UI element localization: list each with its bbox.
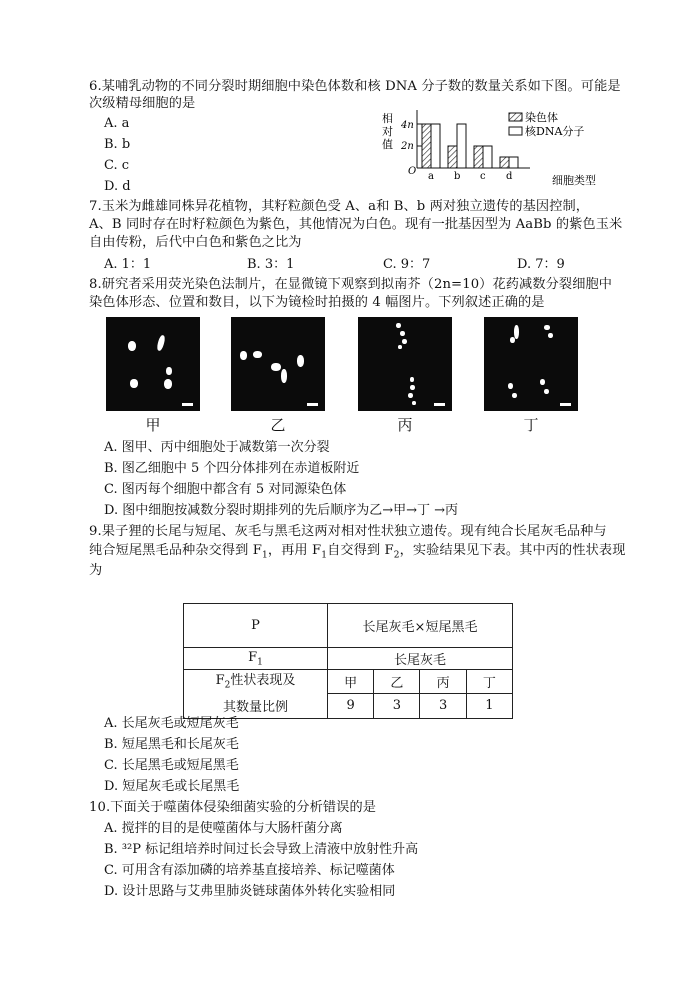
q7-stem-line2: A、B 同时存在时籽粒颜色为紫色，其他情况为白色。现有一批基因型为 AaBb 的紫色玉米 (89, 217, 623, 232)
q9-option-c: C. 长尾黑毛或短尾黑毛 (104, 758, 239, 773)
q8-stem-line1: 8.研究者采用荧光染色法制片，在显微镜下观察到拟南芥（2n=10）花药减数分裂细胞中 (89, 277, 613, 292)
bar-a-dna (431, 124, 440, 168)
q10-option-a: A. 搅拌的目的是使噬菌体与大肠杆菌分离 (104, 821, 343, 836)
row-f1-value: 长尾灰毛 (328, 648, 513, 670)
q6-stem-line2: 次级精母细胞的是 (89, 96, 196, 111)
y-axis-label-1: 相 (382, 112, 393, 125)
phenotype-jia: 甲 (328, 670, 374, 694)
bar-b-chromosome (448, 146, 457, 168)
q10-stem: 10.下面关于噬菌体侵染细菌实验的分析错误的是 (89, 800, 377, 815)
q6-bar-chart (370, 106, 600, 188)
ratio-jia: 9 (328, 694, 374, 718)
q9-stem-line2: 纯合短尾黑毛品种杂交得到 $F_1$，再用 $F_1$自交得到 $F_2$，实验结果见下表。其中丙的性状表现 (89, 543, 626, 561)
bar-c-dna (483, 146, 492, 168)
legend-swatch-chromosome (509, 113, 522, 121)
ratio-yi: 3 (374, 694, 420, 718)
q9-stem-line3: 为 (89, 563, 103, 578)
legend-swatch-dna (509, 127, 522, 135)
q6-bars (422, 124, 518, 182)
bar-c-chromosome (474, 146, 483, 168)
micrograph-label-ding: 丁 (523, 416, 539, 434)
q6-option-d: D. d (104, 179, 131, 194)
q7-stem-line3: 自由传粉，后代中白色和紫色之比为 (89, 235, 302, 250)
bar-b-dna (457, 124, 466, 168)
q6-stem-line1: 6.某哺乳动物的不同分裂时期细胞中染色体数和核 DNA 分子数的数量关系如下图。可能是 (89, 79, 621, 94)
micrograph-yi (231, 317, 325, 411)
q9-option-d: D. 短尾灰毛或长尾黑毛 (104, 779, 240, 794)
q9-cross-table (183, 603, 513, 719)
phenotype-ding: 丁 (466, 670, 512, 694)
x-tick-a: a (428, 171, 434, 182)
q6-option-b: B. b (104, 137, 131, 152)
micrograph-bing (358, 317, 452, 411)
micrograph-label-yi: 乙 (270, 416, 286, 434)
row-p-value: 长尾灰毛×短尾黑毛 (328, 604, 513, 648)
origin-label: O (408, 166, 417, 177)
micrograph-jia (106, 317, 200, 411)
q10-option-d: D. 设计思路与艾弗里肺炎链球菌体外转化实验相同 (104, 884, 396, 899)
micrograph-ding (484, 317, 578, 411)
micrograph-label-jia: 甲 (145, 416, 161, 434)
q7-option-d: D. 7：9 (517, 257, 565, 272)
q8-option-a: A. 图甲、丙中细胞处于减数第一次分裂 (104, 440, 330, 455)
legend-dna: 核DNA分子 (525, 125, 585, 138)
q8-option-d: D. 图中细胞按减数分裂时期排列的先后顺序为乙→甲→丁 →丙 (104, 503, 459, 518)
q10-option-b: B. ³²P 标记组培养时间过长会导致上清液中放射性升高 (104, 842, 419, 857)
ratio-bing: 3 (420, 694, 466, 718)
x-tick-b: b (454, 171, 461, 182)
y-axis-label-2: 对 (382, 125, 393, 138)
q7-option-a: A. 1：1 (104, 257, 152, 272)
q7-option-c: C. 9：7 (383, 257, 431, 272)
x-tick-d: d (506, 171, 513, 182)
q6-option-c: C. c (104, 158, 130, 173)
ratio-ding: 1 (466, 694, 512, 718)
phenotype-bing: 丙 (420, 670, 466, 694)
phenotype-yi: 乙 (374, 670, 420, 694)
q8-stem-line2: 染色体形态、位置和数目，以下为镜检时拍摄的 4 幅图片。下列叙述正确的是 (89, 295, 545, 310)
q9-option-a: A. 长尾灰毛或短尾灰毛 (104, 716, 239, 731)
q10-option-c: C. 可用含有添加磷的培养基直接培养、标记噬菌体 (104, 863, 395, 878)
bar-d-dna (509, 157, 518, 168)
row-p-label: P (184, 604, 328, 648)
q9-option-b: B. 短尾黑毛和长尾灰毛 (104, 737, 239, 752)
q8-option-c: C. 图丙每个细胞中都含有 5 对同源染色体 (104, 482, 347, 497)
micrograph-label-bing: 丙 (397, 416, 413, 434)
bar-a-chromosome (422, 124, 431, 168)
row-f1-label: $F_1$ (184, 648, 328, 670)
row-f2-label: $F_2$性状表现及 其数量比例 (184, 670, 328, 719)
y-tick-2n: 2n (401, 141, 414, 152)
legend-chromosome: 染色体 (525, 111, 558, 124)
q9-stem-line1: 9.果子狸的长尾与短尾、灰毛与黑毛这两对相对性状独立遗传。现有纯合长尾灰毛品种与 (89, 524, 607, 539)
x-tick-c: c (480, 171, 486, 182)
y-tick-4n: 4n (401, 120, 414, 131)
q6-option-a: A. a (104, 116, 130, 131)
q7-stem-line1: 7.玉米为雌雄同株异花植物，其籽粒颜色受 A、a和 B、b 两对独立遗传的基因控制， (89, 199, 590, 214)
x-axis-label: 细胞类型 (552, 174, 596, 187)
y-axis-label-3: 值 (382, 138, 393, 151)
q8-option-b: B. 图乙细胞中 5 个四分体排列在赤道板附近 (104, 461, 360, 476)
q7-option-b: B. 3：1 (247, 257, 295, 272)
bar-d-chromosome (500, 157, 509, 168)
